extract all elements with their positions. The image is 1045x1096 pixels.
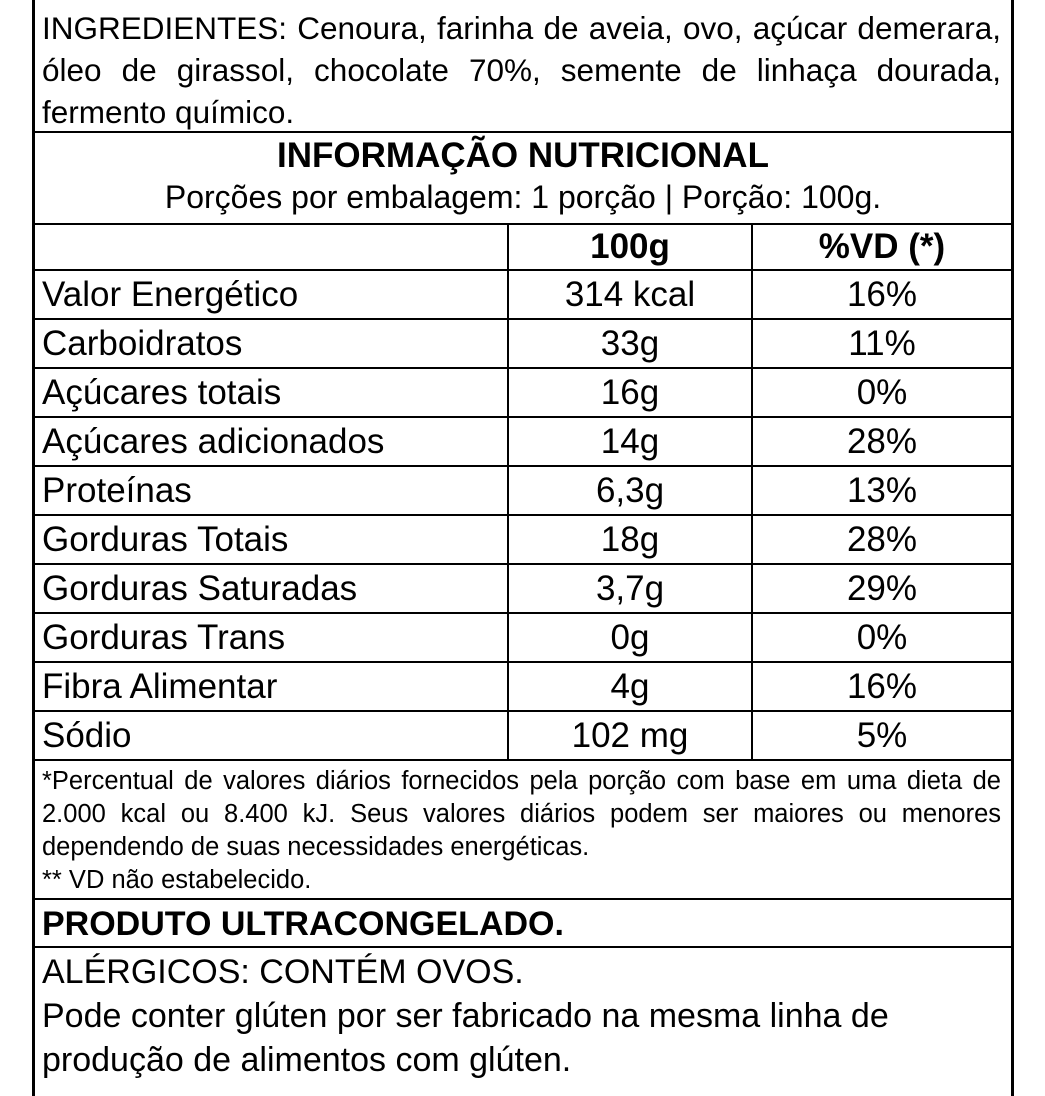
nutrient-amount: 0g xyxy=(508,613,752,662)
nutrient-amount: 14g xyxy=(508,417,752,466)
nutrient-name: Carboidratos xyxy=(35,319,508,368)
nutrient-daily-value: 5% xyxy=(752,711,1011,760)
table-row xyxy=(35,270,1011,319)
nutrient-amount: 6,3g xyxy=(508,466,752,515)
nutrient-daily-value: 0% xyxy=(752,368,1011,417)
nutrient-name: Proteínas xyxy=(35,466,508,515)
nutrition-label xyxy=(32,0,1014,1096)
allergen-warning: ALÉRGICOS: CONTÉM OVOS. xyxy=(42,953,524,991)
nutrient-name: Gorduras Totais xyxy=(35,515,508,564)
table-row xyxy=(35,319,1011,368)
nutrient-name: Fibra Alimentar xyxy=(35,662,508,711)
nutrient-daily-value: 28% xyxy=(752,515,1011,564)
nutrient-amount: 3,7g xyxy=(508,564,752,613)
frozen-notice: PRODUTO ULTRACONGELADO. xyxy=(35,900,1011,948)
nutrient-daily-value: 16% xyxy=(752,662,1011,711)
nutrient-daily-value: 29% xyxy=(752,564,1011,613)
allergens-section xyxy=(35,948,1011,1082)
nutrient-daily-value: 16% xyxy=(752,270,1011,319)
ingredients-section xyxy=(35,0,1011,133)
header-daily-value: %VD (*) xyxy=(752,225,1011,270)
nutrition-table xyxy=(35,225,1011,761)
nutrient-amount: 33g xyxy=(508,319,752,368)
nutrient-amount: 4g xyxy=(508,662,752,711)
table-row xyxy=(35,613,1011,662)
table-header-row xyxy=(35,225,1011,270)
nutrient-amount: 102 mg xyxy=(508,711,752,760)
portion-info: Porções por embalagem: 1 porção | Porção: 100g. xyxy=(164,179,882,215)
nutrient-daily-value: 11% xyxy=(752,319,1011,368)
table-row xyxy=(35,466,1011,515)
nutrient-amount: 16g xyxy=(508,368,752,417)
table-row xyxy=(35,564,1011,613)
gluten-warning: Pode conter glúten por ser fabricado na mesma linha de produção de alimentos com glúten. xyxy=(42,997,889,1079)
nutrient-name: Valor Energético xyxy=(35,270,508,319)
nutrition-header xyxy=(35,133,1011,225)
nutrition-title: INFORMAÇÃO NUTRICIONAL xyxy=(277,136,769,175)
footnote-section xyxy=(35,761,1011,900)
nutrient-amount: 314 kcal xyxy=(508,270,752,319)
nutrient-name: Gorduras Saturadas xyxy=(35,564,508,613)
nutrient-daily-value: 13% xyxy=(752,466,1011,515)
header-amount: 100g xyxy=(508,225,752,270)
table-row xyxy=(35,515,1011,564)
nutrient-daily-value: 0% xyxy=(752,613,1011,662)
table-row xyxy=(35,662,1011,711)
nutrient-daily-value: 28% xyxy=(752,417,1011,466)
nutrient-name: Gorduras Trans xyxy=(35,613,508,662)
table-row xyxy=(35,711,1011,760)
nutrient-amount: 18g xyxy=(508,515,752,564)
table-row xyxy=(35,417,1011,466)
nutrient-name: Sódio xyxy=(35,711,508,760)
table-row xyxy=(35,368,1011,417)
header-nutrient xyxy=(35,225,508,270)
footnote-vd: ** VD não estabelecido. xyxy=(42,866,312,894)
ingredients-text: INGREDIENTES: Cenoura, farinha de aveia, ovo, açúcar demerara, óleo de girassol, chocolate 70%, semente de linhaça dourada, fermento químico. xyxy=(42,10,1001,130)
footnote-text: *Percentual de valores diários fornecidos pela porção com base em uma dieta de 2.000 kcal ou 8.400 kJ. Seus valores diários podem ser maiores ou menores dependendo de suas necessidades energéticas. xyxy=(42,767,1001,861)
nutrient-name: Açúcares totais xyxy=(35,368,508,417)
nutrient-name: Açúcares adicionados xyxy=(35,417,508,466)
